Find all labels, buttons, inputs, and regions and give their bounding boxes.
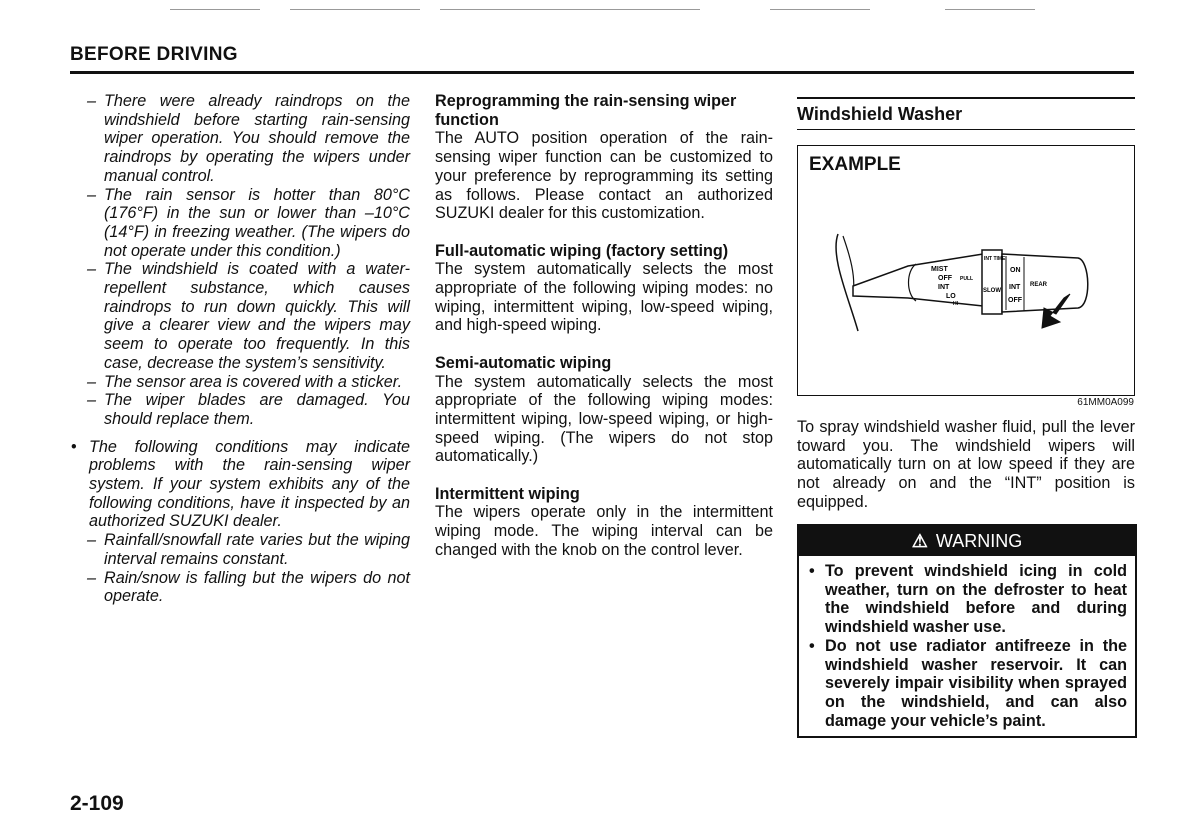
section-title: Intermittent wiping (435, 484, 580, 503)
lever-body (853, 254, 998, 306)
wiper-lever-illustration (798, 146, 1134, 395)
figure-label: OFF (1008, 297, 1022, 304)
warning-item: • To prevent windshield icing in cold weather, turn on the defroster to heat the windshield before and during windshield washer use. (809, 562, 1127, 637)
warning-triangle-icon: ⚠ (911, 531, 928, 551)
list-item: – There were already raindrops on the windshield before starting rain-sensing wiper operation. You should remove the raindrops by operating the wipers under manual control. (87, 92, 410, 185)
top-scan-line (290, 9, 420, 10)
warning-body (799, 556, 1135, 730)
example-label: EXAMPLE (809, 154, 901, 175)
column-left (70, 92, 410, 606)
section-title: Windshield Washer (797, 104, 963, 124)
top-scan-line (770, 9, 870, 10)
list-item: – The rain sensor is hotter than 80°C (176°F) in the sun or lower than –10°C (14°F) in freezing weather. (The wipers do not operate under this condition.) (87, 185, 410, 260)
figure-label: REAR (1030, 282, 1048, 288)
figure-label: INT TIME (984, 256, 1006, 262)
figure-label: HI (953, 301, 958, 307)
section (435, 242, 773, 336)
sub-list (70, 531, 410, 606)
bullet-item: • The following conditions may indicate problems with the rain-sensing wiper system. If your system exhibits any of the following conditions, have it inspected by an authorized SUZUKI dealer. (71, 437, 410, 531)
figure-label: OFF (938, 275, 952, 282)
top-scan-line (440, 9, 700, 10)
section-body: The system automatically selects the most appropriate of the following wiping modes: intermittent wiping, low-speed wiping, or high-speed wiping. (The wipers do not stop automatically.) (435, 372, 773, 466)
figure-label: INT (1009, 284, 1021, 291)
figure-label: SLOW (983, 288, 1001, 294)
section-body: The system automatically selects the most appropriate of the following wiping modes: no wiping, intermittent wiping, low-speed wiping, and high-speed wiping. (435, 260, 773, 335)
page-number: 2-109 (70, 792, 124, 815)
section-title: Reprogramming the rain-sensing wiper function (435, 92, 737, 129)
figure-label: PULL (960, 276, 974, 282)
list-item: – The wiper blades are damaged. You should replace them. (87, 391, 410, 428)
section-body: The AUTO position operation of the rain-sensing wiper function can be customized to your preference by reprogramming its setting as follows. Please contact an authorized SUZUKI dealer for this customization. (435, 129, 773, 223)
section (435, 92, 773, 223)
column-middle (435, 92, 773, 578)
section-body: The wipers operate only in the intermittent wiping mode. The wiping interval can be changed with the knob on the control lever. (435, 503, 773, 559)
section-title: Full-automatic wiping (factory setting) (435, 241, 729, 260)
page-header: BEFORE DRIVING (70, 44, 238, 65)
section (435, 354, 773, 466)
list-item: – The sensor area is covered with a sticker. (87, 372, 403, 391)
list-item: – Rain/snow is falling but the wipers do not operate. (87, 568, 410, 606)
figure-label: INT (938, 284, 950, 291)
figure-label: ON (1010, 267, 1021, 274)
figure-code: 61MM0A099 (1077, 397, 1134, 408)
example-figure (797, 145, 1135, 396)
list-item: – The windshield is coated with a water-repellent substance, which causes raindrops to run down quickly. This will give a clearer view and the wipers may seem to operate too frequently. In this case, decrease the system’s sensitivity. (87, 260, 410, 372)
figure-label: MIST (931, 266, 948, 273)
section-header-box (797, 97, 1135, 130)
top-scan-line (945, 9, 1035, 10)
top-scan-line (170, 9, 260, 10)
warning-item: • Do not use radiator antifreeze in the windshield washer reservoir. It can severely impair visibility when sprayed on the windshield, and can also damage your vehicle’s paint. (809, 636, 1127, 730)
list-item: – Rainfall/snowfall rate varies but the wiping interval remains constant. (87, 531, 410, 568)
washer-description: To spray windshield washer fluid, pull the lever toward you. The windshield wipers will automatically turn on at low speed if they are not already on and the “INT” position is equipped. (797, 418, 1135, 511)
section (435, 485, 773, 560)
figure-label: LO (946, 293, 956, 300)
section-title: Semi-automatic wiping (435, 353, 612, 372)
header-rule (70, 71, 1134, 74)
warning-box (797, 524, 1137, 738)
warning-heading: ⚠ WARNING (799, 526, 1135, 556)
